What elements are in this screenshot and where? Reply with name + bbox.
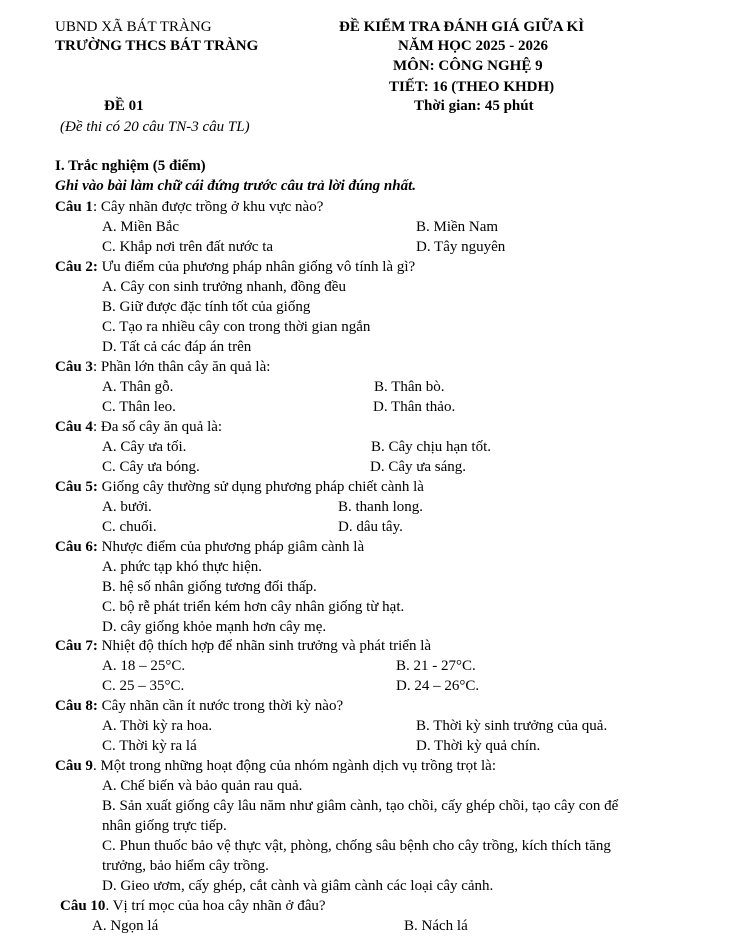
question-1: Câu 1: Cây nhãn được trồng ở khu vực nào?: [55, 199, 324, 215]
option-c: C. 25 – 35°C.: [102, 678, 185, 694]
option-a: A. Ngọn lá: [92, 918, 159, 934]
option-b: B. hệ số nhân giống tương đối thấp.: [102, 579, 317, 595]
option-a: A. phức tạp khó thực hiện.: [102, 559, 262, 575]
question-7: [55, 637, 431, 655]
option-c: C. Phun thuốc bảo vệ thực vật, phòng, chống sâu bệnh cho cây trồng, kích thích tăng: [102, 838, 611, 854]
question-9: Câu 9. Một trong những hoạt động của nhóm ngành dịch vụ trồng trọt là:: [55, 758, 497, 774]
option-d: D. cây giống khỏe mạnh hơn cây mẹ.: [102, 619, 327, 635]
option-a: A. 18 – 25°C.: [102, 658, 186, 674]
option-c: C. Thân leo.: [102, 399, 176, 415]
option-c: C. Cây ưa bóng.: [102, 459, 200, 475]
question-label: Câu 7:: [55, 638, 98, 654]
option-b: B. Giữ được đặc tính tốt của giống: [102, 299, 311, 315]
exam-duration: Thời gian: 45 phút: [414, 98, 534, 114]
question-label: Câu 2:: [55, 259, 98, 275]
question-label: Câu 5:: [55, 479, 98, 495]
question-4: Câu 4: Đa số cây ăn quả là:: [55, 419, 223, 435]
question-label: Câu 1: [55, 199, 93, 215]
question-text: Vị trí mọc của hoa cây nhãn ở đâu?: [109, 898, 326, 914]
question-2: [55, 258, 415, 276]
option-a: A. Cây ưa tối.: [102, 439, 187, 455]
header-school: TRƯỜNG THCS BÁT TRÀNG: [55, 38, 259, 54]
option-d: D. Tất cả các đáp án trên: [102, 339, 252, 355]
option-d: D. Thời kỳ quả chín.: [416, 738, 541, 754]
option-d: D. 24 – 26°C.: [396, 678, 480, 694]
option-b: B. Cây chịu hạn tốt.: [371, 439, 491, 455]
question-label: Câu 9: [55, 758, 93, 774]
option-a: A. Thân gỗ.: [102, 379, 174, 395]
option-a: A. Thời kỳ ra hoa.: [102, 718, 213, 734]
question-text: Nhiệt độ thích hợp để nhãn sinh trưởng và phát triển là: [97, 638, 432, 654]
exam-note: (Đề thi có 20 câu TN-3 câu TL): [60, 119, 250, 135]
question-6: [55, 538, 364, 556]
option-d: D. Tây nguyên: [416, 239, 506, 255]
option-b: B. Nách lá: [404, 918, 468, 934]
question-label: Câu 6:: [55, 539, 98, 555]
question-text: Một trong những hoạt động của nhóm ngành dịch vụ trồng trọt là:: [96, 758, 497, 774]
question-text: Ưu điểm của phương pháp nhân giống vô tính là gì?: [97, 259, 416, 275]
question-text: Cây nhãn được trồng ở khu vực nào?: [97, 199, 324, 215]
question-text: Giống cây thường sử dụng phương pháp chiết cành là: [97, 479, 424, 495]
school-year: NĂM HỌC 2025 - 2026: [398, 38, 548, 54]
option-b: B. thanh long.: [338, 499, 423, 515]
question-label: Câu 8:: [55, 698, 98, 714]
option-d: D. Thân thảo.: [373, 399, 456, 415]
question-text: Đa số cây ăn quả là:: [97, 419, 223, 435]
option-b: B. 21 - 27°C.: [396, 658, 476, 674]
option-a: A. Miền Bắc: [102, 219, 180, 235]
option-b: B. Thời kỳ sinh trưởng của quả.: [416, 718, 608, 734]
question-3: Câu 3: Phần lớn thân cây ăn quả là:: [55, 359, 271, 375]
question-8: [55, 697, 343, 715]
option-b: B. Miền Nam: [416, 219, 499, 235]
option-b: B. Thân bò.: [374, 379, 445, 395]
question-label: Câu 10: [60, 898, 106, 914]
exam-title: ĐỀ KIỂM TRA ĐÁNH GIÁ GIỮA KÌ: [339, 19, 585, 35]
question-text: Phần lớn thân cây ăn quả là:: [97, 359, 271, 375]
option-b: B. Sản xuất giống cây lâu năm như giâm cành, tạo chồi, cấy ghép chồi, tạo cây con để: [102, 798, 619, 814]
question-label: Câu 4: [55, 419, 93, 435]
question-label: Câu 3: [55, 359, 93, 375]
section-instruction: Ghi vào bài làm chữ cái đứng trước câu trả lời đúng nhất.: [55, 178, 417, 194]
option-d: D. Gieo ươm, cấy ghép, cắt cành và giâm cành các loại cây cảnh.: [102, 878, 494, 894]
lesson-period: TIẾT: 16 (THEO KHDH): [389, 79, 555, 95]
option-c: C. Tạo ra nhiều cây con trong thời gian ngắn: [102, 319, 371, 335]
header-authority: UBND XÃ BÁT TRÀNG: [55, 19, 212, 35]
question-5: [55, 478, 424, 496]
section-title: I. Trắc nghiệm (5 điểm): [55, 158, 206, 174]
option-a: A. Cây con sinh trưởng nhanh, đồng đều: [102, 279, 346, 295]
option-c: C. bộ rễ phát triển kém hơn cây nhân giống từ hạt.: [102, 599, 405, 615]
question-text: Cây nhãn cần ít nước trong thời kỳ nào?: [97, 698, 344, 714]
option-a: A. bưởi.: [102, 499, 152, 515]
option-c: C. Thời kỳ ra lá: [102, 738, 197, 754]
option-d: D. dâu tây.: [338, 519, 403, 535]
subject: MÔN: CÔNG NGHỆ 9: [393, 58, 543, 74]
option-c: C. Khắp nơi trên đất nước ta: [102, 239, 274, 255]
option-b-continued: nhân giống trực tiếp.: [102, 818, 227, 834]
question-10: Câu 10. Vị trí mọc của hoa cây nhãn ở đâu?: [60, 898, 326, 914]
option-a: A. Chế biến và bảo quản rau quả.: [102, 778, 303, 794]
option-d: D. Cây ưa sáng.: [370, 459, 467, 475]
exam-code: ĐỀ 01: [104, 98, 144, 114]
option-c-continued: trưởng, bảo hiểm cây trồng.: [102, 858, 269, 874]
question-text: Nhược điểm của phương pháp giâm cành là: [97, 539, 365, 555]
option-c: C. chuối.: [102, 519, 157, 535]
